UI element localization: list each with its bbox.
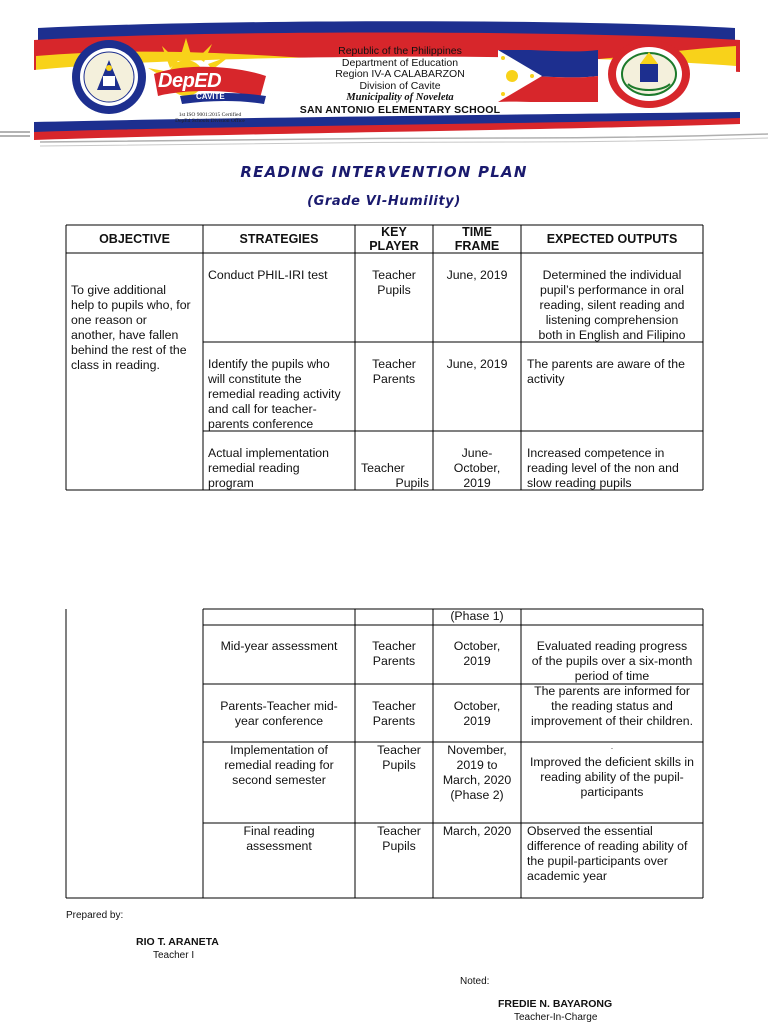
header-time-frame: TIME FRAME xyxy=(454,225,500,253)
row5-strategy: Parents-Teacher mid- year conference xyxy=(220,699,338,728)
noted-label: Noted: xyxy=(460,976,490,987)
row7-player: Teacher Pupils xyxy=(377,824,421,853)
row2-strategy: Identify the pupils who will constitute the remedial reading activity and call for teacher- parents conference xyxy=(208,357,341,431)
row3-strategy: Actual implementation remedial reading program xyxy=(208,446,329,490)
document-title: READING INTERVENTION PLAN xyxy=(240,163,528,181)
deped-logo-subtext: CAVITE xyxy=(196,92,225,101)
row3-time: June- October, 2019 xyxy=(453,446,501,490)
row4-player: Teacher Parents xyxy=(372,639,416,668)
row6-output-mark: . xyxy=(610,742,614,751)
noted-by-role: Teacher-In-Charge xyxy=(514,1012,598,1023)
iso-certification-text: 1st ISO 9001:2015 Certified DepEd Schools Division Office xyxy=(175,112,245,124)
header-municipality: Municipality of Noveleta xyxy=(346,92,454,104)
header-expected-outputs: EXPECTED OUTPUTS xyxy=(546,232,678,246)
row6-player: Teacher Pupils xyxy=(377,743,421,772)
row1-strategy: Conduct PHIL-IRI test xyxy=(208,268,328,282)
header-line-division: Division of Cavite xyxy=(359,79,441,92)
header-key-player: KEY PLAYER xyxy=(369,225,419,253)
row2-player: Teacher Parents xyxy=(372,357,416,386)
row6-strategy: Implementation of remedial reading for second semester xyxy=(224,743,334,787)
row2-time: June, 2019 xyxy=(446,357,508,371)
deped-logo-text: DepED xyxy=(158,70,222,92)
row1-time: June, 2019 xyxy=(446,268,508,282)
prepared-by-label: Prepared by: xyxy=(66,910,124,921)
row3-player: Teacher Pupils xyxy=(361,461,429,490)
header-objective: OBJECTIVE xyxy=(99,232,170,246)
header-school-name: SAN ANTONIO ELEMENTARY SCHOOL xyxy=(299,104,501,116)
row7-strategy: Final reading assessment xyxy=(243,824,315,853)
prepared-by-role: Teacher I xyxy=(153,950,195,961)
row7-time: March, 2020 xyxy=(442,824,512,838)
row5-player: Teacher Parents xyxy=(372,699,416,728)
header-line-republic: Republic of the Philippines xyxy=(338,45,462,57)
header-strategies: STRATEGIES xyxy=(239,232,319,246)
row2-output: The parents are aware of the activity xyxy=(527,357,685,386)
noted-by-name: FREDIE N. BAYARONG xyxy=(498,998,613,1010)
row5-output: The parents are informed for the reading status and improvement of their children. xyxy=(531,684,693,728)
row7-output: Observed the essential difference of reading ability of the pupil-participants over academic year xyxy=(527,824,688,883)
row5-time: October, 2019 xyxy=(453,699,501,728)
objective-text: To give additional help to pupils who, for one reason or another, have fallen behind the rest of the class in reading. xyxy=(71,283,191,372)
row4-output: Evaluated reading progress of the pupils over a six-month period of time xyxy=(531,639,693,683)
prepared-by-name: RIO T. ARANETA xyxy=(136,936,219,948)
row6-time: November, 2019 to March, 2020 (Phase 2) xyxy=(442,743,512,802)
phase1-note: (Phase 1) xyxy=(450,609,504,623)
row6-output: Improved the deficient skills in reading ability of the pupil- participants xyxy=(529,755,695,799)
header-line-deped: Department of Education xyxy=(341,56,459,69)
header-line-region: Region IV-A CALABARZON xyxy=(335,68,465,81)
row1-output: Determined the individual pupil’s performance in oral reading, silent reading and listening comprehension both in English and Filipino xyxy=(538,268,686,342)
row4-strategy: Mid-year assessment xyxy=(220,639,338,653)
document-subtitle: (Grade VI-Humility) xyxy=(307,194,461,209)
row3-output: Increased competence in reading level of the non and slow reading pupils xyxy=(527,446,679,490)
row4-time: October, 2019 xyxy=(453,639,501,668)
row1-player: Teacher Pupils xyxy=(372,268,416,297)
